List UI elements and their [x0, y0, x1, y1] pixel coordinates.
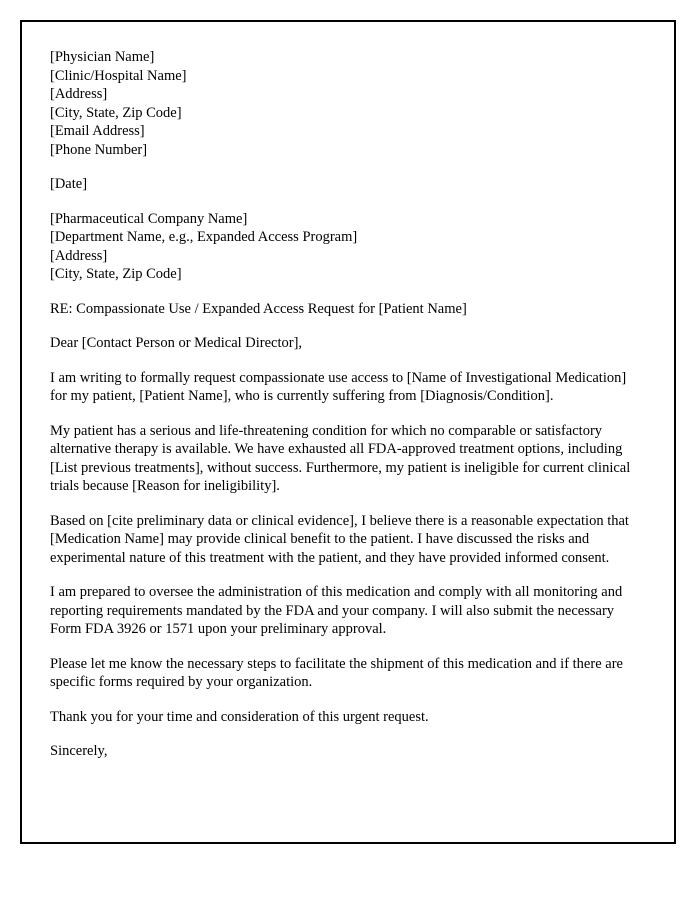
paragraph-request: I am writing to formally request compassionate use access to [Name of Investigational Medication] for my patient, [Patient Name], who is currently suffering from [Diagnosis/Condition].: [50, 369, 627, 404]
paragraph-thanks: Thank you for your time and consideration of this urgent request.: [50, 708, 429, 725]
recipient-address: [Address]: [50, 247, 108, 264]
recipient-department: [Department Name, e.g., Expanded Access Program]: [50, 229, 358, 245]
sender-clinic-name: [Clinic/Hospital Name]: [50, 67, 187, 84]
recipient-address-block: [50, 210, 646, 284]
sender-physician-name: [Physician Name]: [50, 49, 155, 65]
paragraph-evidence: Based on [cite preliminary data or clinical evidence], I believe there is a reasonable expectation that [Medication Name] may provide clinical benefit to the patient. I have discussed the risks and experimental nature of this treatment with the patient, and they have provided informed consent.: [50, 512, 629, 566]
closing-line: Sincerely,: [50, 743, 108, 759]
sender-phone: [Phone Number]: [50, 141, 148, 158]
sender-city-state-zip: [City, State, Zip Code]: [50, 104, 182, 121]
paragraph-next-steps: Please let me know the necessary steps to facilitate the shipment of this medication and if there are specific forms required by your organization.: [50, 655, 623, 690]
paragraph-condition: My patient has a serious and life-threatening condition for which no comparable or satisfactory alternative therapy is available. We have exhausted all FDA-approved treatment options, including [List previous treatments], without success. Furthermore, my patient is ineligible for current clinical trials because [Reason for ineligibility].: [50, 422, 631, 494]
salutation-line: Dear [Contact Person or Medical Director],: [50, 335, 303, 351]
subject-line: RE: Compassionate Use / Expanded Access Request for [Patient Name]: [50, 300, 467, 317]
sender-address: [Address]: [50, 86, 108, 102]
recipient-company-name: [Pharmaceutical Company Name]: [50, 210, 248, 227]
recipient-city-state-zip: [City, State, Zip Code]: [50, 266, 182, 282]
date-line: [Date]: [50, 176, 88, 192]
date-block: [50, 175, 646, 194]
paragraph-compliance: I am prepared to oversee the administration of this medication and comply with all monitoring and reporting requirements mandated by the FDA and your company. I will also submit the necessary Form FDA 3926 or 1571 upon your preliminary approval.: [50, 584, 623, 637]
sender-email: [Email Address]: [50, 123, 145, 139]
sender-address-block: [50, 48, 646, 159]
letter-border-frame: [20, 20, 676, 844]
letter-body: [22, 22, 674, 761]
